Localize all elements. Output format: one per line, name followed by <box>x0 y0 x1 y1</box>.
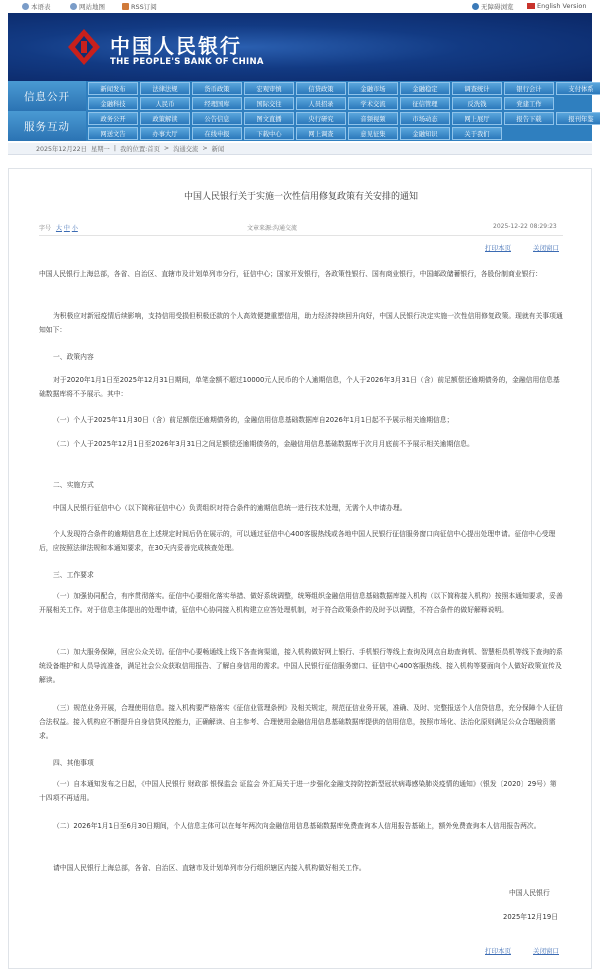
nav-item[interactable]: 央行研究 <box>296 112 346 125</box>
close-link-top[interactable]: 关闭窗口 <box>533 244 559 252</box>
nav-item[interactable]: 金融科技 <box>88 97 138 110</box>
article-intro: 为积极应对新冠疫情后续影响，支持信用受损但积极还款的个人高效便捷重塑信用，助力经济持续回升向好，中国人民银行决定实施一次性信用修复政策。现就有关事项通知如下： <box>39 312 563 334</box>
nav-item[interactable]: 网送文告 <box>88 127 138 140</box>
section-4-para-2: （二）2026年1月1日至6月30日期间，个人信息主体可以在每年两次向金融信用信息基础数据库免费查询本人信用报告基础上，额外免费查询本人信用报告两次。 <box>53 822 541 830</box>
section-4-para-1: （一）自本通知发布之日起，《中国人民银行 财政部 银保监会 证监会 外汇局关于进一步强化金融支持防控新型冠状病毒感染肺炎疫情的通知》（银发〔2020〕29号）第十四项不再适用。 <box>39 780 557 802</box>
nav-item[interactable]: 报刊年鉴 <box>556 112 600 125</box>
print-link-top[interactable]: 打印本页 <box>485 244 511 252</box>
article-datetime: 2025-12-22 08:29:23 <box>493 223 557 230</box>
section-2-title: 二、实施方式 <box>53 481 94 489</box>
topbar-link-english[interactable] <box>527 2 586 10</box>
site-header <box>8 13 592 81</box>
nav-item[interactable]: 音频视频 <box>348 112 398 125</box>
section-3-para-1: （一）加强协同配合，有序贯彻落实。征信中心要细化落实举措、做好系统调整，统筹组织金融信用信息基础数据库接入机构（以下简称接入机构）按照本通知要求，妥善开展相关工作。对于信息主体提出的处理申请，征信中心协同接入机构建立应答处理机制，对于符合政策条件的及时予以调整，不符合条件的做好解释说明。 <box>39 592 563 614</box>
nav-item[interactable]: 支付体系 <box>556 82 600 95</box>
section-3-para-2: （二）加大服务保障，回应公众关切。征信中心要畅通线上线下各查询渠道，接入机构做好网上银行、手机银行等线上查询及网点自助查询机、智慧柜员机等线下查询的系统设备维护和人员导流准备，满足社会公众获取信用报告、了解自身信用的需求。中国人民银行征信服务窗口、征信中心400客服热线、接入机构等要面向个人做好政策宣传及解读。 <box>39 648 563 684</box>
section-3-para-3: （三）规范业务开展，合理使用信息。接入机构要严格落实《征信业管理条例》及相关规定，规范征信业务开展，准确、及时、完整报送个人信贷信息，充分保障个人征信合法权益。接入机构应不断提升自身信贷风控能力，正确解读、自主参考、合理使用金融信用信息基础数据库提供的信用信息，按照市场化、法治化原则满足公众合理融资需求。 <box>39 704 563 740</box>
print-link-bottom[interactable]: 打印本页 <box>485 947 511 955</box>
section-3-title: 三、工作要求 <box>53 571 94 579</box>
article-source: 文章来源:沟通交流 <box>247 225 298 232</box>
flag-icon <box>527 3 535 9</box>
breadcrumb-level-2[interactable]: 新闻 <box>211 146 225 153</box>
breadcrumb-level-1[interactable]: 沟通交流 <box>173 146 199 153</box>
site-title-en: THE PEOPLE'S BANK OF CHINA <box>110 57 264 67</box>
close-link-bottom[interactable]: 关闭窗口 <box>533 947 559 955</box>
section-1-para-3: （二）个人于2025年12月1日至2026年3月31日之间足额偿还逾期债务的，金融信用信息基础数据库于次月月底前不予展示相关逾期信息。 <box>53 440 474 448</box>
nav-item[interactable]: 新闻发布 <box>88 82 138 95</box>
nav-item[interactable]: 信贷政策 <box>296 82 346 95</box>
nav-item[interactable]: 网上展厅 <box>452 112 502 125</box>
nav-item[interactable]: 货币政策 <box>192 82 242 95</box>
breadcrumb-separator: > <box>163 145 170 152</box>
fontsize-small-link[interactable]: 小 <box>71 225 78 232</box>
nav-item[interactable]: 政策解读 <box>140 112 190 125</box>
nav-item[interactable]: 金融市场 <box>348 82 398 95</box>
divider <box>39 235 563 236</box>
topbar-link-label: 网站地图 <box>79 3 105 11</box>
signer: 中国人民银行 <box>509 889 550 897</box>
top-utility-bar <box>0 0 600 13</box>
crumb-divider: | <box>113 145 116 152</box>
nav-item[interactable]: 经理国库 <box>192 97 242 110</box>
article-container <box>8 168 592 969</box>
nav-section-label: 服务互动 <box>8 111 86 141</box>
main-navigation <box>8 81 592 141</box>
nav-item[interactable]: 法律法规 <box>140 82 190 95</box>
nav-item[interactable]: 在线申报 <box>192 127 242 140</box>
bank-emblem-icon[interactable] <box>66 27 102 67</box>
nav-item[interactable]: 下载中心 <box>244 127 294 140</box>
nav-item[interactable]: 报告下载 <box>504 112 554 125</box>
nav-item[interactable]: 反洗钱 <box>452 97 502 110</box>
breadcrumb-separator: > <box>202 145 208 152</box>
nav-item[interactable]: 网上调查 <box>296 127 346 140</box>
nav-row-4 <box>88 127 504 141</box>
nav-item[interactable]: 征信管理 <box>400 97 450 110</box>
accessibility-icon <box>472 3 479 10</box>
nav-item[interactable]: 公告信息 <box>192 112 242 125</box>
topbar-link-label: 本语表 <box>31 3 51 11</box>
nav-item[interactable]: 金融知识 <box>400 127 450 140</box>
topbar-link-1[interactable] <box>22 2 51 11</box>
section-2-para-2: 个人发现符合条件的逾期信息在上述规定时间后仍在展示的，可以通过征信中心400客服热线或各地中国人民银行征信服务窗口向征信中心提出处理申请。征信中心受理后，应按照法律法规和本通知要求，在30天内妥善完成核查处理。 <box>39 530 556 552</box>
nav-item[interactable]: 人员招录 <box>296 97 346 110</box>
current-date: 2025年12月22日 <box>36 146 87 153</box>
nav-item[interactable]: 学术交流 <box>348 97 398 110</box>
sitemap-icon <box>70 3 77 10</box>
globe-icon <box>22 3 29 10</box>
article-title: 中国人民银行关于实施一次性信用修复政策有关安排的通知 <box>183 192 418 202</box>
sign-date: 2025年12月19日 <box>503 913 558 921</box>
current-weekday: 星期一 <box>90 146 110 153</box>
topbar-link-rss[interactable] <box>122 2 157 11</box>
nav-item[interactable]: 关于我们 <box>452 127 502 140</box>
nav-section-info <box>8 81 592 111</box>
section-1-title: 一、政策内容 <box>53 353 94 361</box>
section-1-para-2: （一）个人于2025年11月30日（含）前足额偿还逾期债务的，金融信用信息基础数据库自2026年1月1日起不予展示相关逾期信息； <box>53 416 454 424</box>
nav-row-3 <box>88 112 600 126</box>
nav-item[interactable]: 办事大厅 <box>140 127 190 140</box>
site-title-cn[interactable]: 中国人民银行 <box>110 34 242 58</box>
nav-row-2 <box>88 97 556 111</box>
nav-section-service <box>8 111 592 141</box>
breadcrumb-home[interactable]: 我的位置:首页 <box>119 146 160 153</box>
nav-item[interactable]: 国际交往 <box>244 97 294 110</box>
nav-item[interactable]: 银行会计 <box>504 82 554 95</box>
nav-item[interactable]: 宏观审慎 <box>244 82 294 95</box>
topbar-link-sitemap[interactable] <box>70 2 105 11</box>
nav-item[interactable]: 党建工作 <box>504 97 554 110</box>
nav-item[interactable]: 市场动态 <box>400 112 450 125</box>
topbar-link-accessibility[interactable] <box>472 2 514 11</box>
nav-section-label: 信息公开 <box>8 81 86 111</box>
article-closing: 请中国人民银行上海总部，各省、自治区、直辖市及计划单列市分行组织辖区内接入机构做好相关工作。 <box>53 864 366 872</box>
nav-item[interactable]: 意见征集 <box>348 127 398 140</box>
topbar-link-label: RSS订阅 <box>131 3 157 11</box>
topbar-link-label: English Version <box>537 2 587 10</box>
nav-item[interactable]: 调查统计 <box>452 82 502 95</box>
rss-icon <box>122 3 129 10</box>
nav-item[interactable]: 人民币 <box>140 97 190 110</box>
topbar-link-label: 无障碍浏览 <box>481 3 514 11</box>
fontsize-control <box>39 223 78 232</box>
breadcrumb <box>8 143 592 155</box>
fontsize-label: 字号 <box>39 225 52 232</box>
nav-item[interactable]: 金融稳定 <box>400 82 450 95</box>
article-addressee: 中国人民银行上海总部，各省、自治区、直辖市及计划单列市分行，征信中心；国家开发银行，各政策性银行、国有商业银行，中国邮政储蓄银行，各股份制商业银行： <box>39 270 542 278</box>
nav-row-1 <box>88 82 600 96</box>
section-1-para-1: 对于2020年1月1日至2025年12月31日期间，单笔金额不超过10000元人民币的个人逾期信息，个人于2026年3月31日（含）前足额偿还逾期债务的，金融信用信息基础数据库将不予展示。其中： <box>39 376 560 398</box>
nav-item[interactable]: 政务公开 <box>88 112 138 125</box>
section-2-para-1: 中国人民银行征信中心（以下简称征信中心）负责组织对符合条件的逾期信息统一进行技术处理，无需个人申请办理。 <box>53 504 407 512</box>
section-4-title: 四、其他事项 <box>53 759 94 767</box>
fontsize-medium-link[interactable]: 中 <box>63 225 70 232</box>
nav-item[interactable]: 图文直播 <box>244 112 294 125</box>
fontsize-large-link[interactable]: 大 <box>55 225 62 232</box>
